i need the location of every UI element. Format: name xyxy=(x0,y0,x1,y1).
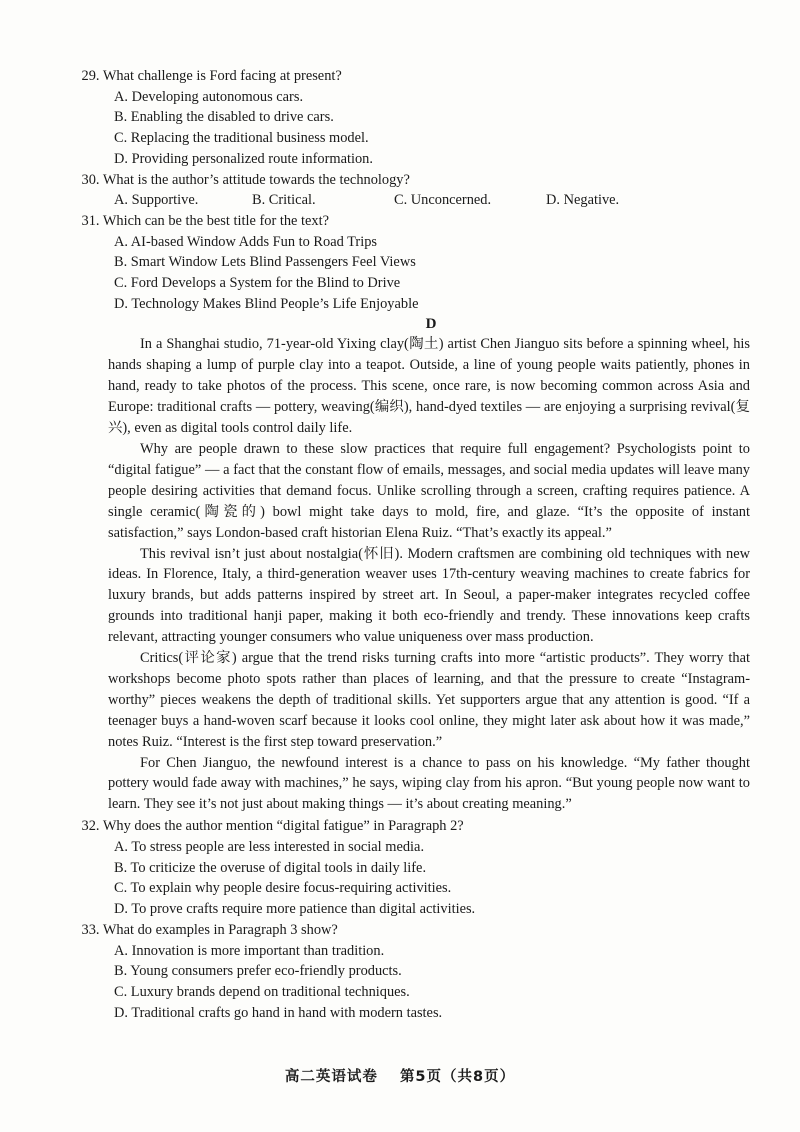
option-d: D. Technology Makes Blind People’s Life Enjoyable xyxy=(114,295,419,312)
reading-passage xyxy=(82,334,750,815)
option-c: C. Replacing the traditional business model. xyxy=(114,130,369,147)
options-row xyxy=(82,190,750,211)
option-d: D. Traditional crafts go hand in hand with modern tastes. xyxy=(114,1004,443,1021)
page-number: 第5页（共8页） xyxy=(399,1069,516,1085)
option-a: A. Developing autonomous cars. xyxy=(114,88,304,105)
question-29 xyxy=(82,66,750,170)
question-33 xyxy=(82,920,750,1024)
option-a: A. Supportive. xyxy=(114,192,199,209)
question-30 xyxy=(82,170,750,211)
passage-paragraph-4: Critics(评论家) argue that the trend risks turning crafts into more “artistic products”. They worry that workshops become photo spots rather than places of learning, and that the pressure to create “Instagram-worthy” pieces weakens the depth of traditional skills. Yet supporters argue that any attention is good. “If a teenager buys a hand-woven scarf because it looks cool online, they might later ask about how it was made,” notes Ruiz. “Interest is the first step toward preservation.” xyxy=(108,650,750,750)
question-stem: 32. Why does the author mention “digital fatigue” in Paragraph 2? xyxy=(81,818,464,835)
option-a: A. AI-based Window Adds Fun to Road Trips xyxy=(114,233,378,250)
option-c: C. Unconcerned. xyxy=(394,192,492,209)
question-32 xyxy=(82,816,750,920)
option-c: C. Ford Develops a System for the Blind to Drive xyxy=(114,275,401,292)
option-d: D. Providing personalized route information. xyxy=(114,150,373,167)
passage-paragraph-1: In a Shanghai studio, 71-year-old Yixing clay(陶土) artist Chen Jianguo sits before a spinning wheel, his hands shaping a lump of purple clay into a teapot. Outside, a line of young people waits patiently, phones in hand, ready to take photos of the process. This scene, once rare, is now becoming common across Asia and Europe: traditional crafts — pottery, weaving(编织), hand-dyed textiles — are enjoying a surprising revival(复兴), even as digital tools control daily life. xyxy=(108,336,750,437)
option-d: D. To prove crafts require more patience than digital activities. xyxy=(114,901,476,918)
option-c: C. To explain why people desire focus-requiring activities. xyxy=(114,880,452,897)
question-stem: 30. What is the author’s attitude towards the technology? xyxy=(81,171,410,188)
option-b: B. To criticize the overuse of digital tools in daily life. xyxy=(114,859,427,876)
exam-name: 高二英语试卷 xyxy=(284,1069,378,1085)
option-a: A. To stress people are less interested in social media. xyxy=(114,838,425,855)
question-stem: 31. Which can be the best title for the text? xyxy=(81,212,329,229)
question-stem: 33. What do examples in Paragraph 3 show? xyxy=(81,921,338,938)
passage-paragraph-2: Why are people drawn to these slow practices that require full engagement? Psychologists point to “digital fatigue” — a fact that the constant flow of emails, messages, and social media updates will leave many people desiring activities that demand focus. Unlike scrolling through a screen, crafting requires patience. A single ceramic(陶瓷的) bowl might take days to mold, fire, and glaze. “It’s the opposite of instant satisfaction,” says London-based craft historian Elena Ruiz. “That’s exactly its appeal.” xyxy=(108,440,750,541)
passage-paragraph-3: This revival isn’t just about nostalgia(怀旧). Modern craftsmen are combining old techniques with new ideas. In Florence, Italy, a third-generation weaver uses 17th-century weaving machines to create fabrics for luxury brands, but adds patterns inspired by street art. In Seoul, a paper-maker integrates recycled coffee grounds into traditional hanji paper, making it both eco-friendly and trendy. These innovations keep crafts relevant, attracting younger consumers who value uniqueness over mass production. xyxy=(108,545,750,646)
option-a: A. Innovation is more important than tradition. xyxy=(114,942,385,959)
passage-paragraph-5: For Chen Jianguo, the newfound interest is a chance to pass on his knowledge. “My father thought pottery would fade away with machines,” he says, wiping clay from his apron. “But young people now want to learn. They see it’s not just about making things — it’s about creating meaning.” xyxy=(108,754,750,813)
question-stem: 29. What challenge is Ford facing at present? xyxy=(81,68,342,84)
option-b: B. Smart Window Lets Blind Passengers Feel Views xyxy=(114,254,416,271)
option-d: D. Negative. xyxy=(546,192,620,209)
option-b: B. Young consumers prefer eco-friendly products. xyxy=(114,963,402,980)
option-b: B. Critical. xyxy=(252,192,316,209)
page-footer xyxy=(0,1065,800,1086)
question-31 xyxy=(82,211,750,315)
option-c: C. Luxury brands depend on traditional techniques. xyxy=(114,983,410,1000)
option-b: B. Enabling the disabled to drive cars. xyxy=(114,109,334,126)
section-heading-d: D xyxy=(425,316,437,333)
